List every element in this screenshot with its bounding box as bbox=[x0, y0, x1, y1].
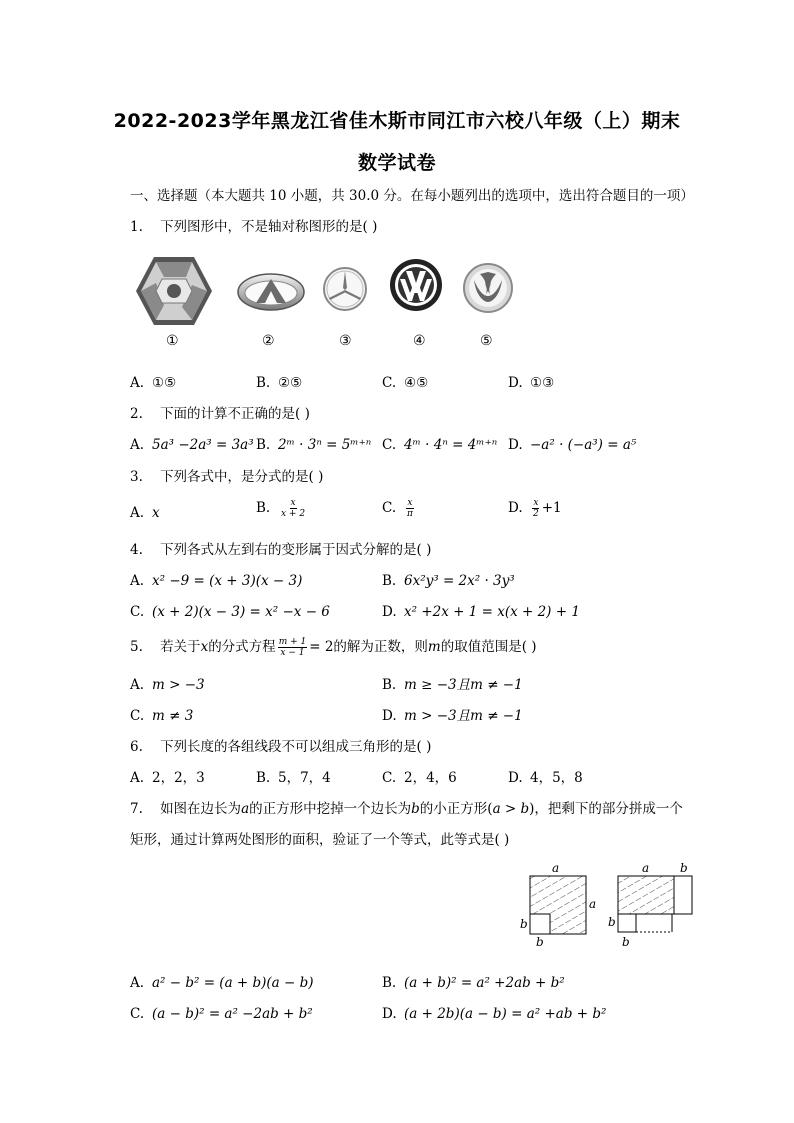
page-title: 2022-2023学年黑龙江省佳木斯市同江市六校八年级（上）期末 bbox=[113, 110, 681, 132]
question-number: 4. bbox=[130, 542, 143, 558]
option-a[interactable]: A. ①⑤ bbox=[130, 375, 177, 391]
label-b-rect-bottom: b bbox=[622, 935, 630, 949]
question-number: 6. bbox=[130, 739, 143, 755]
fraction: $\frac{m + 1}{x - 1}$ bbox=[278, 637, 307, 658]
section-heading: 一、选择题（本大题共 10 小题，共 30.0 分。在每小题列出的选项中，选出符合题目的一项） bbox=[130, 188, 694, 204]
figure-label-1: ① bbox=[166, 333, 179, 349]
figure-label-3: ③ bbox=[339, 333, 352, 349]
question-number: 7. bbox=[130, 801, 143, 817]
logo-volkswagen-icon bbox=[389, 257, 443, 313]
logo-dongfeng-icon bbox=[462, 262, 514, 314]
option-d[interactable]: D. ①③ bbox=[508, 375, 555, 391]
option-c[interactable]: C. ④⑤ bbox=[382, 375, 429, 391]
question-5: 5. 若关于x的分式方程 $\frac{m + 1}{x - 1}$ = 2的解为正数，则m的取值范围是( ) bbox=[130, 637, 537, 658]
option-c[interactable]: C. 2，4，6 bbox=[382, 770, 457, 786]
label-b-rect-left: b bbox=[608, 915, 616, 929]
question-stem: 下列各式从左到右的变形属于因式分解的是( ) bbox=[160, 542, 432, 558]
fraction: $\frac{x}{x + 2}$ bbox=[281, 498, 306, 519]
option-a[interactable]: A. x² −9 = (x + 3)(x − 3) bbox=[130, 573, 303, 589]
figure-label-4: ④ bbox=[413, 333, 426, 349]
option-c[interactable]: C. m ≠ 3 bbox=[130, 708, 194, 724]
option-b[interactable]: B. $\frac{x}{x + 2}$ bbox=[256, 498, 306, 519]
question-number: 2. bbox=[130, 406, 143, 422]
square-rectangle-figure bbox=[514, 860, 700, 950]
option-b[interactable]: B. ②⑤ bbox=[256, 375, 303, 391]
figure-label-2: ② bbox=[262, 333, 275, 349]
logo-infiniti-icon bbox=[236, 271, 306, 313]
label-b-bottom: b bbox=[536, 935, 544, 949]
label-a-rect: a bbox=[642, 861, 650, 875]
option-b[interactable]: B. 2ᵐ · 3ⁿ = 5ᵐ⁺ⁿ bbox=[256, 437, 372, 453]
option-b[interactable]: B. 6x²y³ = 2x² · 3y³ bbox=[382, 573, 515, 589]
option-c[interactable]: C. 4ᵐ · 4ⁿ = 4ᵐ⁺ⁿ bbox=[382, 437, 498, 453]
option-b[interactable]: B. m ≥ −3且m ≠ −1 bbox=[382, 677, 523, 693]
fraction: $\frac{x}{\pi}$ bbox=[407, 498, 413, 519]
label-b-left: b bbox=[520, 917, 528, 931]
question-stem: 下面的计算不正确的是( ) bbox=[160, 406, 310, 422]
fraction: $\frac{x}{2}$ bbox=[533, 498, 539, 519]
question-number: 3. bbox=[130, 469, 143, 485]
question-4 bbox=[130, 541, 431, 559]
option-d[interactable]: D. x² +2x + 1 = x(x + 2) + 1 bbox=[382, 604, 580, 620]
logo-hexagon-icon bbox=[134, 255, 214, 327]
option-a[interactable]: A. x bbox=[130, 505, 160, 521]
figure-label-5: ⑤ bbox=[480, 333, 493, 349]
label-b-rect-top: b bbox=[680, 861, 688, 875]
option-d[interactable]: D. m > −3且m ≠ −1 bbox=[382, 708, 523, 724]
question-number: 5. bbox=[130, 639, 143, 655]
option-a[interactable]: A. m > −3 bbox=[130, 677, 205, 693]
option-d[interactable]: D. (a + 2b)(a − b) = a² +ab + b² bbox=[382, 1006, 607, 1022]
option-d[interactable]: D. −a² · (−a³) = a⁵ bbox=[508, 437, 637, 453]
page-subtitle: 数学试卷 bbox=[357, 152, 436, 174]
question-number: 1. bbox=[130, 219, 143, 235]
option-b[interactable]: B. (a + b)² = a² +2ab + b² bbox=[382, 975, 565, 991]
option-a[interactable]: A. a² − b² = (a + b)(a − b) bbox=[130, 975, 314, 991]
option-d[interactable]: D. 4，5，8 bbox=[508, 770, 583, 786]
logo-mercedes-icon bbox=[322, 266, 368, 312]
question-stem: 下列图形中，不是轴对称图形的是( ) bbox=[160, 219, 378, 235]
label-a-top: a bbox=[552, 861, 560, 875]
question-7: 7. 如图在边长为a的正方形中挖掉一个边长为b的小正方形(a > b)，把剩下的部分拼成一个 bbox=[130, 801, 683, 817]
question-1 bbox=[130, 218, 377, 236]
option-c[interactable]: C. (x + 2)(x − 3) = x² −x − 6 bbox=[130, 604, 330, 620]
question-stem: 下列长度的各组线段不可以组成三角形的是( ) bbox=[160, 739, 432, 755]
question-7-line2: 矩形，通过计算两处图形的面积，验证了一个等式，此等式是( ) bbox=[130, 832, 510, 848]
option-c[interactable]: C. (a − b)² = a² −2ab + b² bbox=[130, 1006, 313, 1022]
option-c[interactable]: C. $\frac{x}{\pi}$ bbox=[382, 498, 413, 519]
question-3 bbox=[130, 468, 323, 486]
question-stem: 下列各式中，是分式的是( ) bbox=[160, 469, 324, 485]
option-d[interactable]: D. $\frac{x}{2}$ +1 bbox=[508, 498, 562, 519]
option-a[interactable]: A. 5a³ −2a³ = 3a³ bbox=[130, 437, 254, 453]
option-b[interactable]: B. 5，7，4 bbox=[256, 770, 331, 786]
label-a-right: a bbox=[589, 897, 597, 911]
option-a[interactable]: A. 2，2，3 bbox=[130, 770, 205, 786]
question-2 bbox=[130, 405, 310, 423]
question-6 bbox=[130, 738, 431, 756]
